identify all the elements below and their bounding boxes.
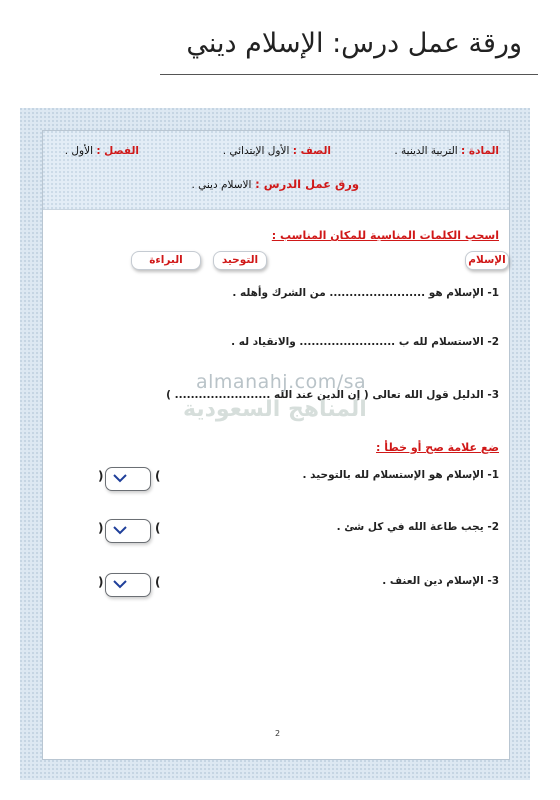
subject-value: التربية الدينية . xyxy=(394,145,458,157)
lesson-value: الاسلام ديني . xyxy=(191,179,252,191)
chevron-down-icon xyxy=(113,580,127,589)
subject-field xyxy=(394,145,499,157)
chevron-down-icon xyxy=(113,526,127,535)
watermark-arabic: المناهج السعودية xyxy=(183,397,367,422)
answer-dropdown-2[interactable] xyxy=(105,519,151,543)
close-paren: ) xyxy=(98,469,104,483)
watermark-url: almanahj.com/sa xyxy=(196,371,367,393)
chevron-down-icon xyxy=(113,474,127,483)
subject-label: المادة : xyxy=(461,145,499,157)
true-false-statement-3: 3- الإسلام دين العنف . xyxy=(382,575,499,587)
close-paren: ) xyxy=(98,575,104,589)
term-label: الفصل : xyxy=(96,145,139,157)
lesson-field xyxy=(191,177,359,191)
fill-question-3: 3- الدليل قول الله تعالى ( إن الدين عند الله ........................ ) xyxy=(166,389,499,401)
document-title: ورقة عمل درس: الإسلام ديني xyxy=(186,28,522,59)
grade-value: الأول الإبتدائي . xyxy=(222,145,290,157)
word-chip-islam[interactable]: الإسلام xyxy=(465,251,509,270)
fill-question-1: 1- الإسلام هو ........................ من الشرك وأهله . xyxy=(232,287,499,299)
word-chip-tawheed[interactable]: التوحيد xyxy=(213,251,267,270)
word-chip-baraa[interactable]: البراءة xyxy=(131,251,201,270)
close-paren: ) xyxy=(98,521,104,535)
grade-label: الصف : xyxy=(292,145,331,157)
term-value: الأول . xyxy=(64,145,93,157)
answer-dropdown-3[interactable] xyxy=(105,573,151,597)
section1-title: اسحب الكلمات المناسبة للمكان المناسب : xyxy=(271,229,499,242)
page-number: 2 xyxy=(275,729,281,738)
worksheet-frame xyxy=(20,108,530,780)
open-paren: ( xyxy=(155,521,161,535)
grade-field xyxy=(223,145,331,157)
worksheet-header xyxy=(43,131,509,210)
open-paren: ( xyxy=(155,575,161,589)
lesson-label: ورق عمل الدرس : xyxy=(255,177,359,191)
term-field xyxy=(65,145,139,157)
title-divider xyxy=(160,74,538,75)
fill-question-2: 2- الاستسلام لله ب ........................ والانقياد له . xyxy=(231,336,499,348)
section2-title: ضع علامة صح أو خطأ : xyxy=(376,441,499,454)
true-false-statement-1: 1- الإسلام هو الإستسلام لله بالتوحيد . xyxy=(302,469,499,481)
worksheet-page xyxy=(42,130,510,760)
true-false-statement-2: 2- يجب طاعة الله في كل شئ . xyxy=(336,521,499,533)
open-paren: ( xyxy=(155,469,161,483)
answer-dropdown-1[interactable] xyxy=(105,467,151,491)
